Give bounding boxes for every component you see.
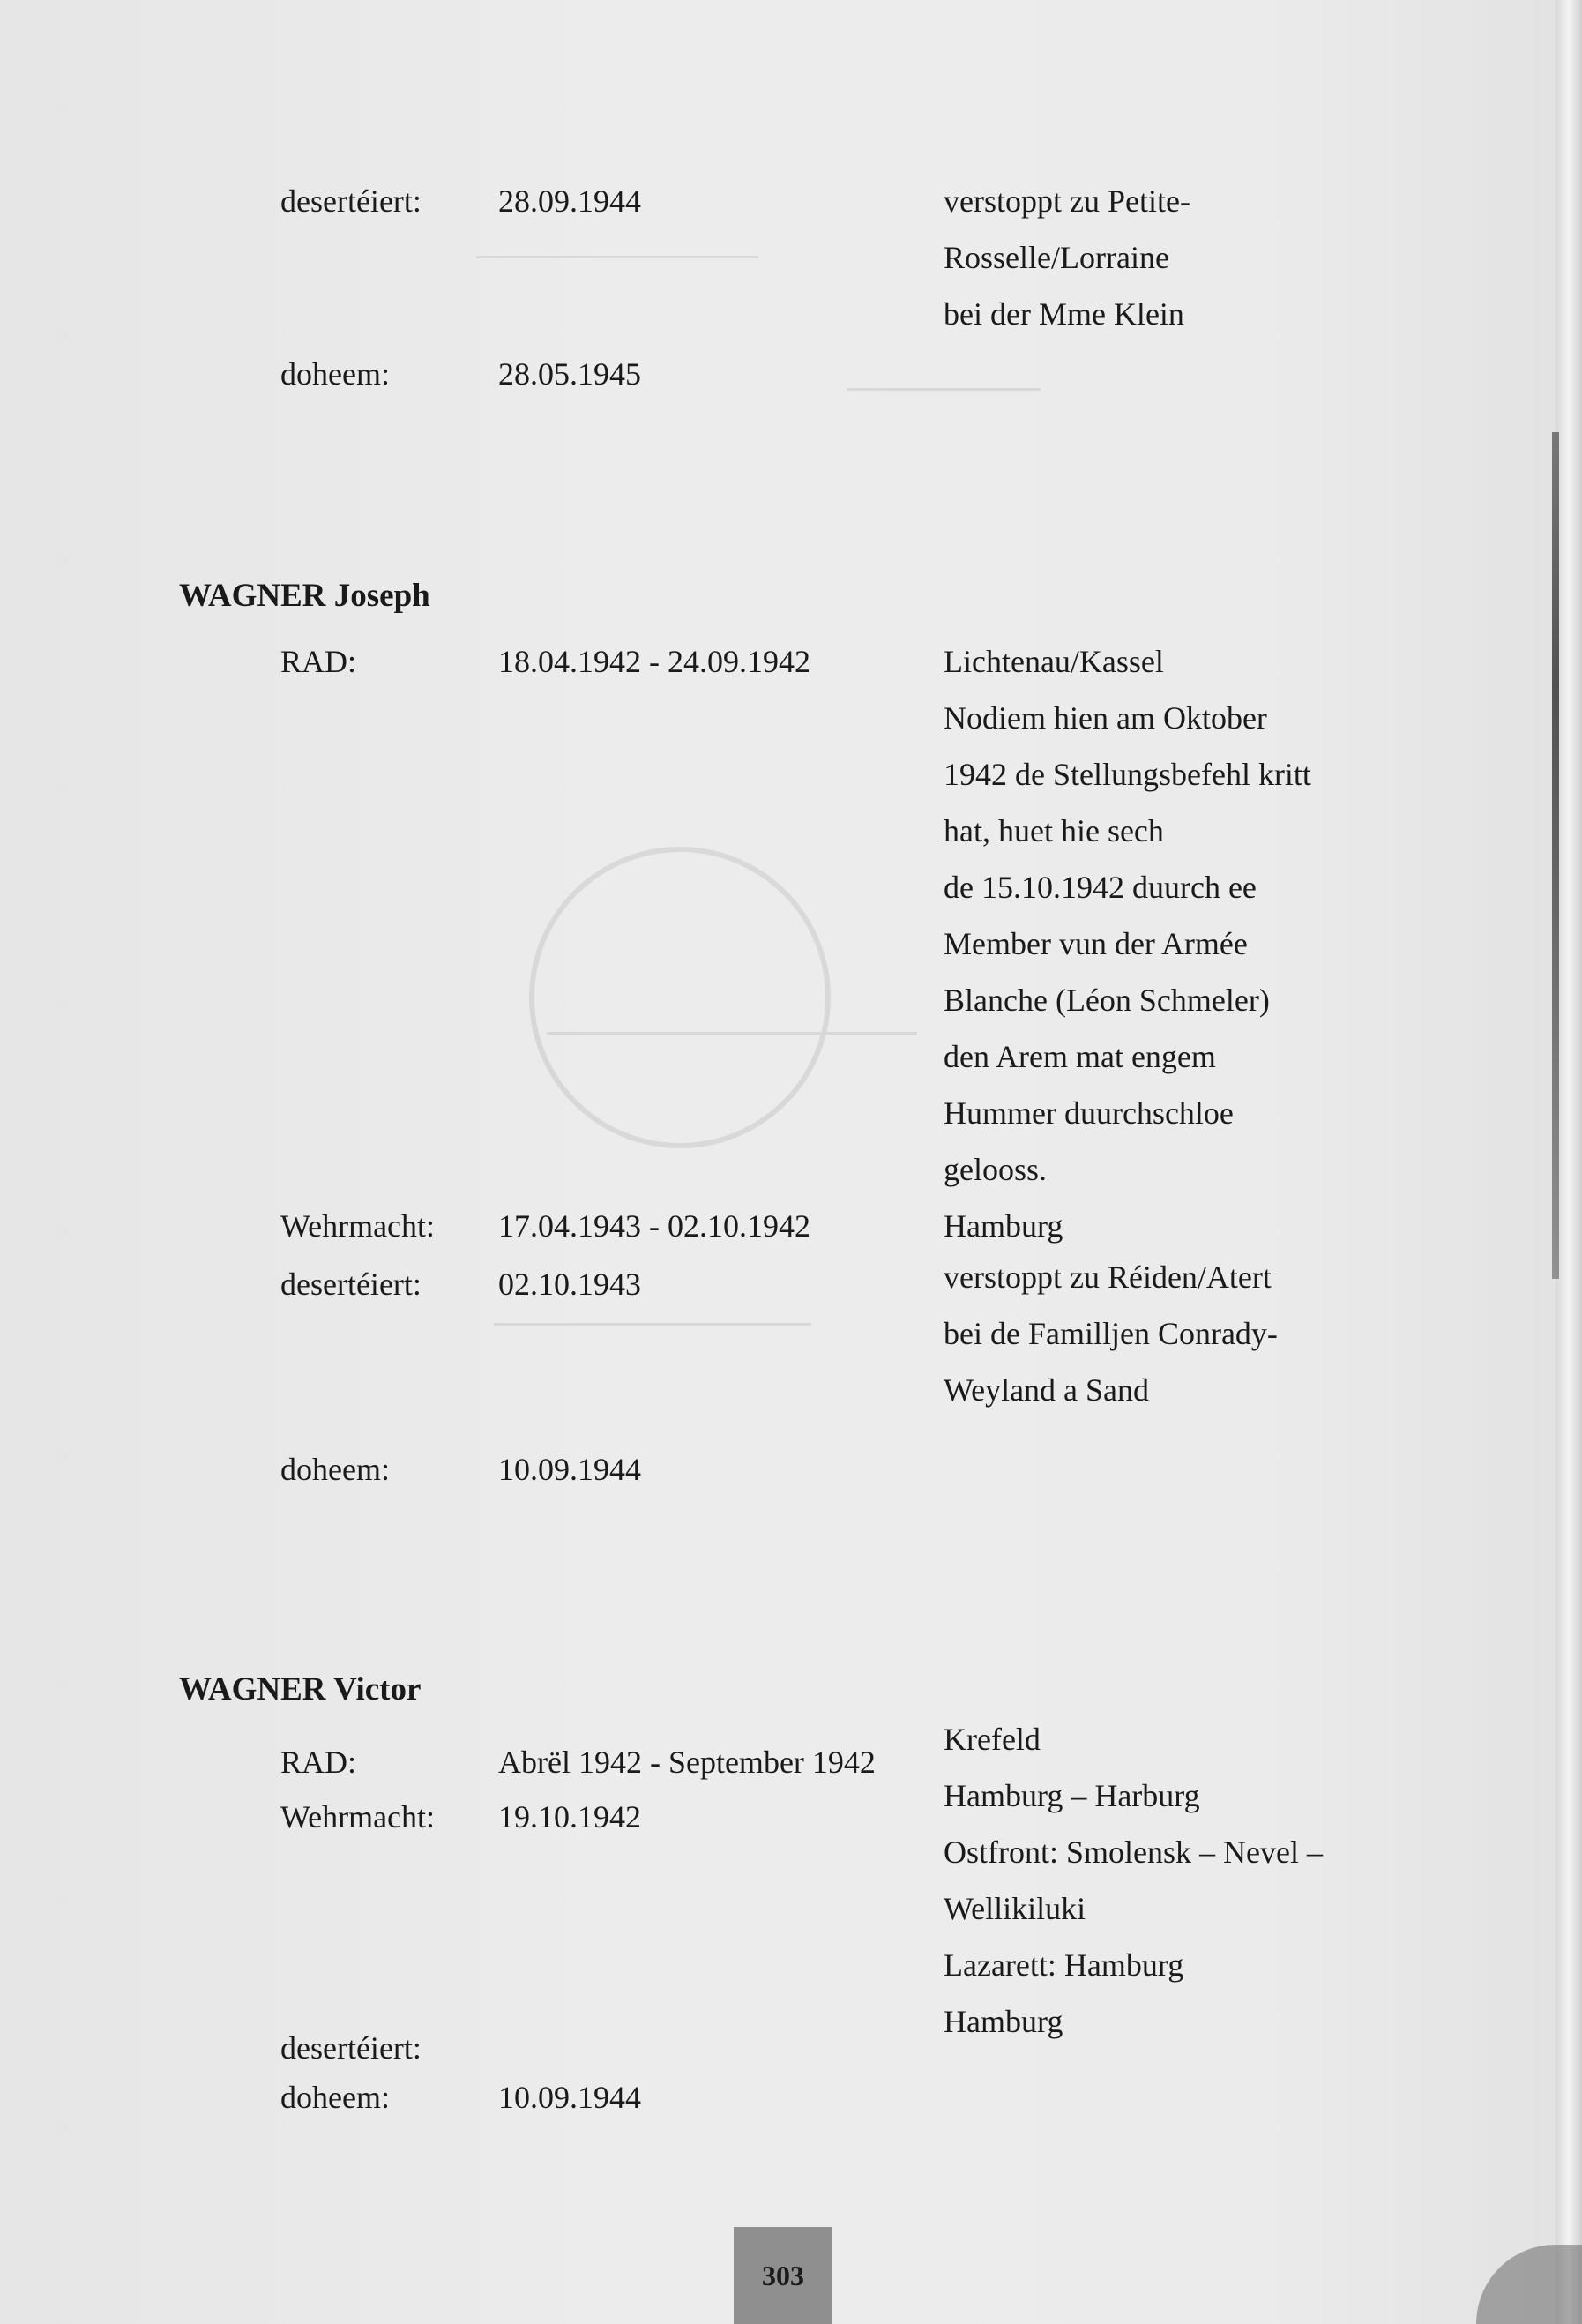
row-date: 19.10.1942 (498, 1799, 641, 1835)
row-info: verstoppt zu Réiden/Atert (944, 1259, 1272, 1295)
row-info: Rosselle/Lorraine (944, 240, 1169, 275)
row-info: Hamburg – Harburg (944, 1778, 1200, 1813)
row-info: Wellikiluki (944, 1891, 1086, 1926)
row-info: Lichtenau/Kassel (944, 644, 1164, 679)
row-info: den Arem mat engem (944, 1039, 1216, 1074)
row-info: bei de Familljen Conrady- (944, 1316, 1278, 1351)
row-date: 10.09.1944 (498, 2080, 641, 2115)
row-label: doheem: (280, 356, 390, 392)
row-label: RAD: (280, 1745, 357, 1780)
row-label: RAD: (280, 644, 357, 679)
row-info: de 15.10.1942 duurch ee (944, 870, 1257, 905)
row-date: 28.09.1944 (498, 183, 641, 219)
row-info: Hamburg (944, 2004, 1063, 2039)
row-label: Wehrmacht: (280, 1208, 436, 1244)
row-info: Member vun der Armée (944, 926, 1248, 961)
row-info: Lazarett: Hamburg (944, 1947, 1184, 1983)
row-info: gelooss. (944, 1152, 1047, 1187)
row-date: 28.05.1945 (498, 356, 641, 392)
row-date: Abrël 1942 - September 1942 (498, 1745, 876, 1780)
row-info: 1942 de Stellungsbefehl kritt (944, 757, 1311, 792)
row-info: Krefeld (944, 1722, 1041, 1757)
person-name: WAGNER Joseph (179, 578, 430, 614)
row-info: Blanche (Léon Schmeler) (944, 983, 1270, 1018)
page-edge (1556, 0, 1582, 2324)
row-label: desertéiert: (280, 1267, 422, 1302)
bleed-stamp (529, 847, 831, 1148)
page-number: 303 (762, 2259, 804, 2291)
row-date: 17.04.1943 - 02.10.1942 (498, 1208, 810, 1244)
binding-shadow (1552, 432, 1559, 1279)
row-info: Hamburg (944, 1208, 1063, 1244)
row-info: Hummer duurchschloe (944, 1095, 1234, 1131)
row-label: desertéiert: (280, 183, 422, 219)
row-info: hat, huet hie sech (944, 813, 1164, 848)
row-info: bei der Mme Klein (944, 296, 1184, 332)
row-info: Weyland a Sand (944, 1372, 1150, 1408)
row-label: doheem: (280, 1452, 390, 1487)
row-label: desertéiert: (280, 2030, 422, 2066)
row-date: 18.04.1942 - 24.09.1942 (498, 644, 810, 679)
row-date: 02.10.1943 (498, 1267, 641, 1302)
row-label: doheem: (280, 2080, 390, 2115)
row-date: 10.09.1944 (498, 1452, 641, 1487)
row-info: Ostfront: Smolensk – Nevel – (944, 1835, 1323, 1870)
person-name: WAGNER Victor (179, 1671, 422, 1708)
row-info: verstoppt zu Petite- (944, 183, 1190, 219)
row-info: Nodiem hien am Oktober (944, 700, 1267, 736)
page-number-box (734, 2227, 832, 2324)
corner-shadow (1476, 2245, 1582, 2324)
row-label: Wehrmacht: (280, 1799, 436, 1835)
